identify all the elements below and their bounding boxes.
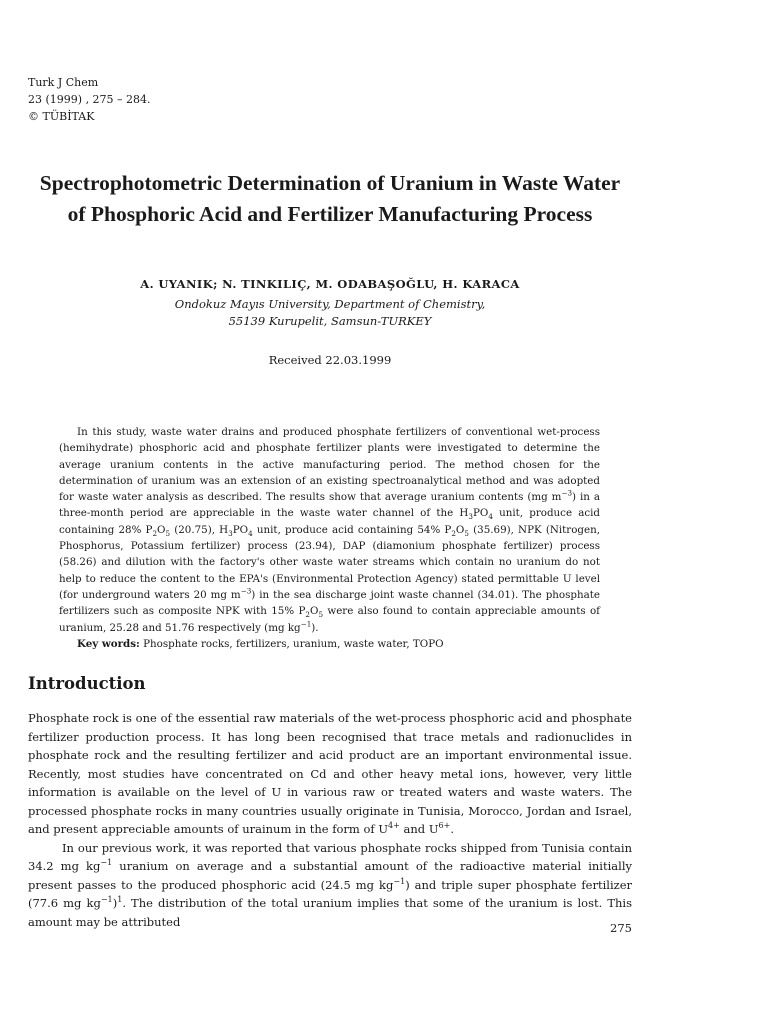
abstract xyxy=(59,424,600,652)
received-date: Received 22.03.1999 xyxy=(268,353,392,367)
paper-title: Spectrophotometric Determination of Uranium in Waste Water of Phosphoric Acid and Fertilizer Manufacturing Process xyxy=(39,171,621,226)
section-heading-introduction: Introduction xyxy=(28,674,146,693)
journal-name: Turk J Chem xyxy=(28,76,99,89)
introduction-body xyxy=(28,709,632,931)
keywords xyxy=(59,636,600,652)
page-number: 275 xyxy=(610,921,632,935)
journal-volume-pages: 23 (1999) , 275 – 284. xyxy=(28,93,151,106)
keywords-label: Key words: xyxy=(77,637,140,650)
journal-copyright: © TÜBİTAK xyxy=(28,110,95,123)
author-list: A. UYANIK; N. TINKILIÇ, M. ODABAŞOĞLU, H. KARACA xyxy=(140,277,520,291)
journal-header xyxy=(28,74,151,125)
affiliation xyxy=(30,296,630,330)
keywords-list: Phosphate rocks, fertilizers, uranium, waste water, TOPO xyxy=(143,637,444,650)
body-paragraph-2: In our previous work, it was reported that various phosphate rocks shipped from Tunisia contain 34.2 mg $kg^{-1}$ uranium on average and a substantial amount of the radioactive material initially present passes to the produced phosphoric acid (24.5 mg $kg^{-1}$) and triple super phosphate fertilizer (77.6 mg $kg^{-1})^1$. The distribution of the total uranium implies that some of the uranium is lost. This amount may be attributed xyxy=(28,840,632,929)
body-paragraph-1: Phosphate rock is one of the essential raw materials of the wet-process phosphoric acid and phosphate fertilizer production process. It has long been recognised that trace metals and radionuclides in phosphate rock and the resulting fertilizer and acid product are an important environmental issue. Recently, most studies have concentrated on Cd and other heavy metal ions, however, very little information is available on the level of U in various raw or treated waters and waste waters. The processed phosphate rocks in many countries usually originate in Tunisia, Morocco, Jordan and Israel, and present appreciable amounts of urainum in the form of $U^{4+}$ and $U^{6+}$. xyxy=(28,711,632,836)
affiliation-line-2: 55139 Kurupelit, Samsun-TURKEY xyxy=(228,314,432,328)
affiliation-line-1: Ondokuz Mayıs University, Department of Chemistry, xyxy=(174,297,486,311)
abstract-text: In this study, waste water drains and produced phosphate fertilizers of conventional wet-process (hemihydrate) phosphoric acid and phosphate fertilizer plants were investigated to determine the average uranium contents in the active manufacturing period. The method chosen for the determination of uranium was an extension of an existing spectroanalytical method and was adopted for waste water analysis as described. The results show that average uranium contents (mg $m^{-3}$) in a three-month period are appreciable in the waste water channel of the $H_3PO_4$ unit, produce acid containing 28% $P_2O_5$ (20.75), $H_3PO_4$ unit, produce acid containing 54% $P_2O_5$ (35.69), NPK (Nitrogen, Phosphorus, Potassium fertilizer) process (23.94), DAP (diamonium phosphate fertilizer) process (58.26) and dilution with the factory's other waste water streams which contain no uranium do not help to reduce the content to the EPA's (Environmental Protection Agency) stated permittable U level (for underground waters 20 mg $m^{-3}$) in the sea discharge joint waste channel (34.01). The phosphate fertilizers such as composite NPK with 15% $P_2O_5$ were also found to contain appreciable amounts of uranium, 25.28 and 51.76 respectively (mg $kg^{-1}$). xyxy=(59,426,601,634)
